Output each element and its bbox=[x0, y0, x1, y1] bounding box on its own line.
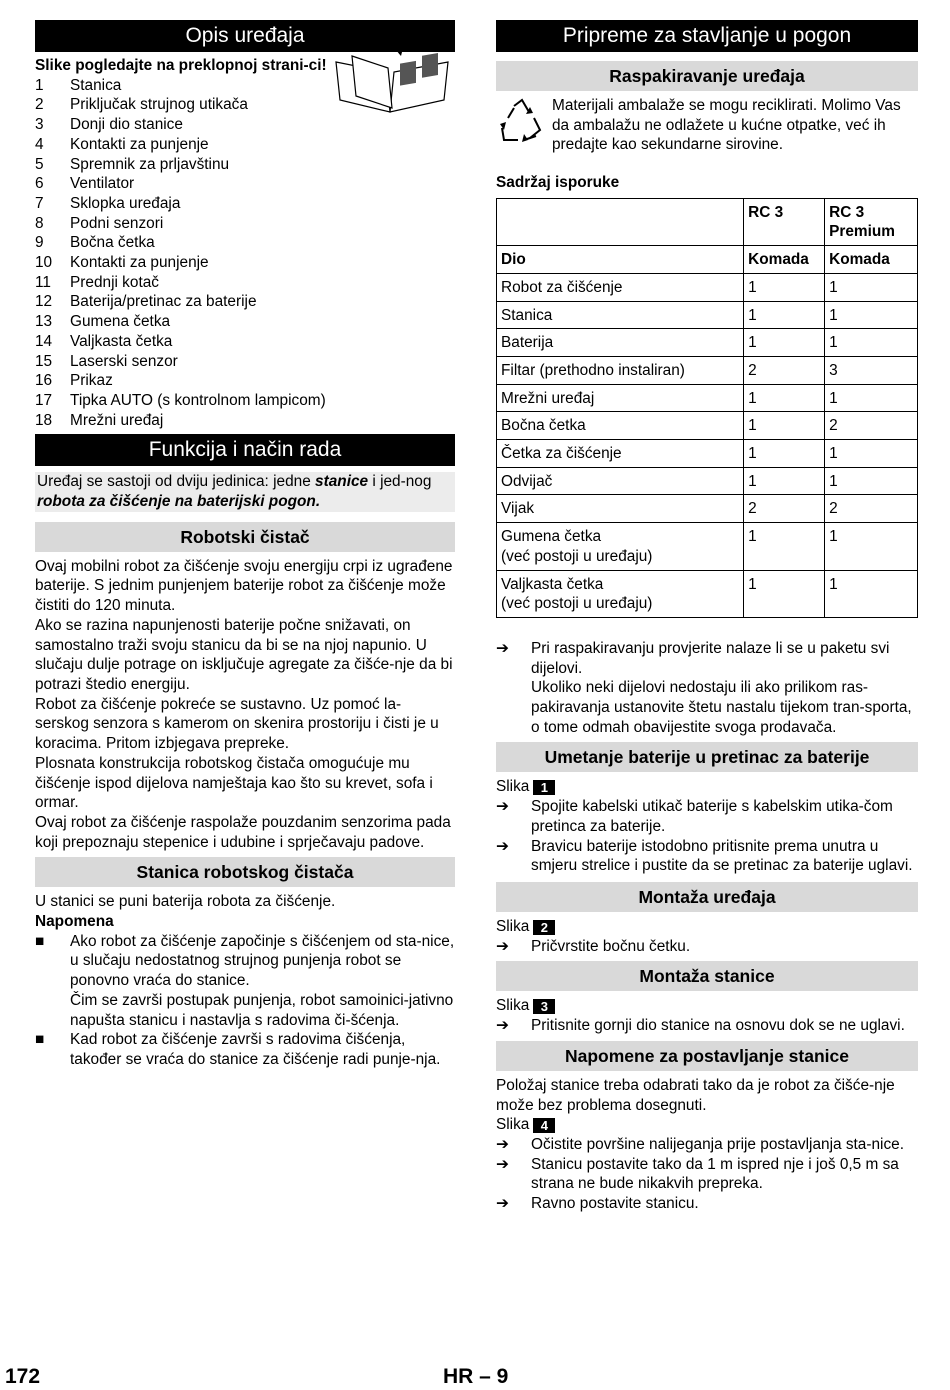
arrow-icon: ➔ bbox=[496, 1155, 509, 1173]
table-row bbox=[497, 384, 918, 412]
list-item bbox=[35, 332, 455, 352]
book-icon bbox=[330, 38, 454, 114]
table-cell: 1 bbox=[744, 467, 825, 495]
page-number: 172 bbox=[5, 1365, 41, 1388]
table-cell: 1 bbox=[825, 440, 918, 468]
list-item bbox=[35, 411, 455, 431]
table-cell: 1 bbox=[744, 384, 825, 412]
table-cell: 1 bbox=[825, 570, 918, 617]
stanica-heading: Stanica robotskog čistača bbox=[35, 857, 455, 887]
umet-steps bbox=[496, 797, 918, 876]
item-label: Priključak strujnog utikača bbox=[70, 96, 248, 114]
step-item bbox=[496, 1194, 918, 1214]
table-cell: Gumena četka (već postoji u uređaju) bbox=[497, 523, 744, 570]
bullet-item bbox=[35, 932, 455, 1031]
list-item bbox=[35, 233, 455, 253]
table-row bbox=[497, 440, 918, 468]
paragraph: Ovaj robot za čišćenje raspolaže pouzdanim senzorima pada koji prepoznaju stepenice i udubine i sprječavaju padove. bbox=[35, 813, 451, 851]
table-cell: RC 3 bbox=[744, 198, 825, 245]
table-cell: 1 bbox=[825, 329, 918, 357]
napomena-label: Napomena bbox=[35, 913, 114, 931]
item-number: 5 bbox=[35, 155, 44, 173]
robotski-text bbox=[35, 557, 455, 853]
item-label: Bočna četka bbox=[70, 234, 155, 252]
slika-3: Slika 3 bbox=[496, 996, 918, 1016]
table-cell: 1 bbox=[744, 523, 825, 570]
table-cell: 2 bbox=[744, 495, 825, 523]
list-item bbox=[35, 174, 455, 194]
figure-number: 2 bbox=[533, 920, 555, 935]
item-label: Prikaz bbox=[70, 372, 113, 390]
intro-text: Slike pogledajte na preklopnoj strani-ci! bbox=[35, 57, 327, 74]
step-item bbox=[496, 837, 918, 876]
table-cell: 2 bbox=[744, 356, 825, 384]
arrow-icon: ➔ bbox=[496, 639, 509, 657]
item-number: 13 bbox=[35, 313, 53, 331]
montaza-stanice-heading: Montaža stanice bbox=[496, 961, 918, 991]
step-text: Ravno postavite stanicu. bbox=[531, 1195, 699, 1213]
table-cell: 2 bbox=[825, 412, 918, 440]
figure-number: 4 bbox=[533, 1118, 555, 1133]
list-item bbox=[35, 352, 455, 372]
list-item bbox=[35, 292, 455, 312]
item-number: 6 bbox=[35, 175, 44, 193]
table-row bbox=[497, 570, 918, 617]
funkcija-text: Uređaj se sastoji od dviju jedinica: jedne stanice i jed-nog robota za čišćenje na baterijski pogon. bbox=[35, 472, 455, 511]
item-number: 8 bbox=[35, 214, 44, 232]
pripreme-heading: Pripreme za stavljanje u pogon bbox=[496, 20, 918, 52]
bullet-item bbox=[35, 1030, 455, 1069]
table-cell: 3 bbox=[825, 356, 918, 384]
table-cell: Valjkasta četka (već postoji u uređaju) bbox=[497, 570, 744, 617]
note-bullets bbox=[35, 932, 455, 1070]
table-cell: 1 bbox=[744, 412, 825, 440]
item-label: Gumena četka bbox=[70, 313, 171, 331]
paragraph: Ako se razina napunjenosti baterije počne snižavati, on samostalno traži svoju stanicu da bi se na njoj napunio. U slučaju dulje potrage on isključuje agregate za čišće-nje da bi potrazi štedio energiju. bbox=[35, 616, 453, 693]
table-cell: Odvijač bbox=[497, 467, 744, 495]
item-label: Laserski senzor bbox=[70, 352, 178, 370]
table-cell: Vijak bbox=[497, 495, 744, 523]
list-item bbox=[35, 371, 455, 391]
arrow-icon: ➔ bbox=[496, 798, 509, 816]
item-number: 10 bbox=[35, 254, 53, 272]
table-cell bbox=[497, 198, 744, 245]
table-cell: Komada bbox=[744, 246, 825, 274]
table-cell: 1 bbox=[825, 273, 918, 301]
table-cell: RC 3 Premium bbox=[825, 198, 918, 245]
list-item bbox=[35, 391, 455, 411]
left-column bbox=[35, 20, 455, 1070]
bullet-text: Ako robot za čišćenje započinje s čišćenjem od sta-nice, u slučaju nedostatnog strujnog punjenja robot se ponovno vraća do stanice. Čim se završi postupak punjenja, robot samoinici-jativno napušta stanicu i nastavlja s radovima či-šćenja. bbox=[70, 932, 455, 1029]
step-text: Očistite površine nalijeganja prije postavljanja sta-nice. bbox=[531, 1135, 904, 1153]
item-number: 15 bbox=[35, 352, 53, 370]
item-number: 14 bbox=[35, 332, 53, 350]
item-label: Stanica bbox=[70, 76, 122, 94]
delivery-table bbox=[496, 198, 918, 618]
list-item bbox=[35, 194, 455, 214]
table-row bbox=[497, 329, 918, 357]
list-item bbox=[35, 273, 455, 293]
slika-4: Slika 4 bbox=[496, 1115, 918, 1135]
table-row bbox=[497, 495, 918, 523]
arrow-icon: ➔ bbox=[496, 1135, 509, 1153]
montaza-step: ➔ Pričvrstite bočnu četku. bbox=[496, 937, 691, 955]
stanica-text: U stanici se puni baterija robota za čišćenje. bbox=[35, 893, 336, 911]
item-label: Donji dio stanice bbox=[70, 116, 183, 134]
table-cell: 2 bbox=[825, 495, 918, 523]
item-label: Mrežni uređaj bbox=[70, 411, 164, 429]
table-cell: Komada bbox=[825, 246, 918, 274]
napomene-heading: Napomene za postavljanje stanice bbox=[496, 1041, 918, 1071]
item-number: 18 bbox=[35, 411, 53, 429]
square-bullet-icon: ■ bbox=[35, 1031, 45, 1049]
paragraph: Ovaj mobilni robot za čišćenje svoju energiju crpi iz ugrađene baterije. S jednim punjenjem baterije robot za čišćenje može čistiti do 120 minuta. bbox=[35, 557, 453, 615]
table-cell: 1 bbox=[744, 301, 825, 329]
list-item bbox=[35, 155, 455, 175]
montaza-heading: Montaža uređaja bbox=[496, 882, 918, 912]
item-number: 1 bbox=[35, 76, 44, 94]
raspak-heading: Raspakiravanje uređaja bbox=[496, 61, 918, 91]
table-cell: 1 bbox=[825, 467, 918, 495]
arrow-icon: ➔ bbox=[496, 837, 509, 855]
umet-heading: Umetanje baterije u pretinac za baterije bbox=[496, 742, 918, 772]
arrow-icon: ➔ bbox=[496, 937, 509, 955]
item-label: Kontakti za punjenje bbox=[70, 135, 209, 153]
item-label: Podni senzori bbox=[70, 214, 164, 232]
table-cell: 1 bbox=[825, 301, 918, 329]
table-cell: 1 bbox=[744, 329, 825, 357]
list-item bbox=[35, 214, 455, 234]
item-number: 4 bbox=[35, 135, 44, 153]
table-cell: 1 bbox=[825, 384, 918, 412]
figure-number: 3 bbox=[533, 999, 555, 1014]
item-number: 3 bbox=[35, 116, 44, 134]
table-cell: Mrežni uređaj bbox=[497, 384, 744, 412]
page-code: HR – 9 bbox=[443, 1365, 509, 1388]
recycle-icon bbox=[496, 96, 546, 146]
item-label: Baterija/pretinac za baterije bbox=[70, 293, 257, 311]
table-cell: Stanica bbox=[497, 301, 744, 329]
list-item bbox=[35, 115, 455, 135]
item-number: 2 bbox=[35, 96, 44, 114]
table-cell: Robot za čišćenje bbox=[497, 273, 744, 301]
table-cell: Četka za čišćenje bbox=[497, 440, 744, 468]
table-row bbox=[497, 356, 918, 384]
table-cell: Bočna četka bbox=[497, 412, 744, 440]
table-row bbox=[497, 523, 918, 570]
montaza-stanice-step: ➔ Pritisnite gornji dio stanice na osnovu dok se ne uglavi. bbox=[496, 1017, 905, 1035]
table-row bbox=[497, 301, 918, 329]
step-text: Stanicu postavite tako da 1 m ispred nje i još 0,5 m sa strana ne bude nikakvih prepreka. bbox=[531, 1155, 899, 1193]
table-cell: 1 bbox=[744, 273, 825, 301]
opis-heading: Opis uređaja bbox=[35, 20, 455, 52]
list-item bbox=[35, 135, 455, 155]
item-number: 16 bbox=[35, 372, 53, 390]
item-number: 11 bbox=[35, 273, 51, 291]
list-item bbox=[35, 312, 455, 332]
funkcija-heading: Funkcija i način rada bbox=[35, 434, 455, 466]
figure-number: 1 bbox=[533, 780, 555, 795]
item-label: Tipka AUTO (s kontrolnom lampicom) bbox=[70, 391, 326, 409]
step-text: Bravicu baterije istodobno pritisnite prema unutra u smjeru strelice i pustite da se pretinac za baterije uglavi. bbox=[531, 837, 913, 875]
table-cell: 1 bbox=[825, 523, 918, 570]
napomene-steps bbox=[496, 1135, 918, 1214]
step-text: Spojite kabelski utikač baterije s kabelskim utika-čom pretinca za baterije. bbox=[531, 798, 893, 835]
step-item bbox=[496, 1135, 918, 1155]
bullet-text: Kad robot za čišćenje završi s radovima čišćenja, također se vraća do stanice za čišćenje radi punje-nja. bbox=[70, 1031, 441, 1068]
step-item bbox=[496, 797, 918, 836]
table-row bbox=[497, 412, 918, 440]
sadrzaj-label: Sadržaj isporuke bbox=[496, 174, 620, 191]
item-number: 17 bbox=[35, 391, 53, 409]
paragraph: Robot za čišćenje pokreće se sustavno. Uz pomoć la-serskog senzora s kamerom on skenira prostoriju i čisti je u koracima. Pritom izbjegava prepreke. bbox=[35, 695, 439, 753]
step-item bbox=[496, 1155, 918, 1194]
table-cell: Dio bbox=[497, 246, 744, 274]
arrow-icon: ➔ bbox=[496, 1195, 509, 1213]
recycle-block bbox=[496, 96, 918, 156]
table-row bbox=[497, 246, 918, 274]
table-row bbox=[497, 467, 918, 495]
item-label: Ventilator bbox=[70, 175, 135, 193]
item-number: 12 bbox=[35, 293, 53, 311]
arrow-icon: ➔ bbox=[496, 1017, 509, 1035]
table-cell: 1 bbox=[744, 440, 825, 468]
table-row bbox=[497, 273, 918, 301]
item-number: 7 bbox=[35, 194, 44, 212]
robotski-heading: Robotski čistač bbox=[35, 522, 455, 552]
parts-list bbox=[35, 76, 455, 431]
unpack-step: ➔ Pri raspakiravanju provjerite nalaze li se u paketu svi dijelovi. Ukoliko neki dijelovi nedostaju ili ako prilikom ras-pakiravanja ustanovite štetu nastalu tijekom tran-sporta, o tome odmah obavijestite svoga prodavača. bbox=[496, 639, 912, 736]
paragraph: Plosnata konstrukcija robotskog čistača omogućuje mu čišćenje ispod dijelova namještaja kao što su krevet, sofa i ormar. bbox=[35, 754, 433, 812]
square-bullet-icon: ■ bbox=[35, 932, 45, 950]
table-cell: Filtar (prethodno instaliran) bbox=[497, 356, 744, 384]
item-label: Prednji kotač bbox=[70, 273, 159, 291]
item-number: 9 bbox=[35, 234, 44, 252]
table-cell: 1 bbox=[744, 570, 825, 617]
slika-2: Slika 2 bbox=[496, 917, 918, 937]
table-row bbox=[497, 198, 918, 245]
item-label: Spremnik za prljavštinu bbox=[70, 155, 230, 173]
item-label: Valjkasta četka bbox=[70, 332, 173, 350]
napomene-text: Položaj stanice treba odabrati tako da je robot za čišće-nje može bez problema dosegnuti. bbox=[496, 1076, 895, 1114]
right-column bbox=[496, 20, 918, 1214]
slika-1: Slika 1 bbox=[496, 777, 918, 797]
list-item bbox=[35, 253, 455, 273]
item-label: Sklopka uređaja bbox=[70, 194, 181, 212]
item-label: Kontakti za punjenje bbox=[70, 254, 209, 272]
table-cell: Baterija bbox=[497, 329, 744, 357]
recycle-text: Materijali ambalaže se mogu reciklirati. Molimo Vas da ambalažu ne odlažete u kućne otpatke, već ih predajte kao sekundarne sirovine. bbox=[552, 97, 901, 154]
